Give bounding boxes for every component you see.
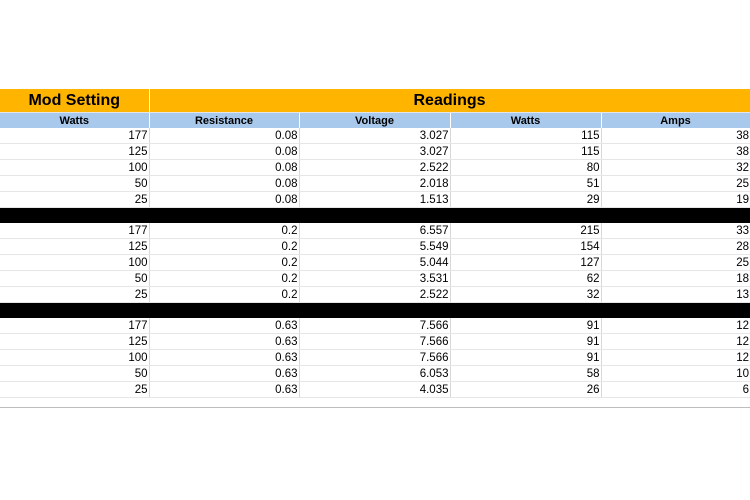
amps-cell[interactable]: 19: [601, 192, 750, 208]
resistance-cell[interactable]: 0.63: [149, 366, 299, 382]
amps-cell[interactable]: 25: [601, 255, 750, 271]
amps-cell[interactable]: 6: [601, 382, 750, 398]
resistance-cell[interactable]: 0.2: [149, 287, 299, 303]
table-row: [0, 255, 750, 271]
watts-cell[interactable]: 58: [450, 366, 601, 382]
mod-watts-cell[interactable]: 50: [0, 366, 149, 382]
mod-watts-cell[interactable]: 125: [0, 144, 149, 160]
amps-cell[interactable]: 12: [601, 334, 750, 350]
amps-cell[interactable]: 25: [601, 176, 750, 192]
table-row: [0, 192, 750, 208]
mod-watts-cell[interactable]: 50: [0, 271, 149, 287]
voltage-cell[interactable]: 4.035: [299, 382, 450, 398]
group-separator-row: [0, 303, 750, 319]
mod-watts-cell[interactable]: 177: [0, 318, 149, 334]
amps-cell[interactable]: 12: [601, 350, 750, 366]
voltage-cell[interactable]: 6.557: [299, 223, 450, 239]
watts-cell[interactable]: 115: [450, 144, 601, 160]
resistance-cell[interactable]: 0.63: [149, 382, 299, 398]
resistance-cell[interactable]: 0.2: [149, 255, 299, 271]
resistance-cell[interactable]: 0.08: [149, 192, 299, 208]
banner-row: [0, 89, 750, 113]
bottom-border: [0, 407, 750, 408]
voltage-cell[interactable]: 7.566: [299, 318, 450, 334]
watts-cell[interactable]: 91: [450, 318, 601, 334]
mod-watts-cell[interactable]: 25: [0, 287, 149, 303]
table-row: [0, 128, 750, 144]
watts-cell[interactable]: 62: [450, 271, 601, 287]
voltage-cell[interactable]: 6.053: [299, 366, 450, 382]
resistance-cell[interactable]: 0.2: [149, 223, 299, 239]
column-header-watts-reading[interactable]: Watts: [450, 113, 601, 129]
table-row: [0, 350, 750, 366]
spreadsheet: [0, 89, 750, 398]
amps-cell[interactable]: 38: [601, 128, 750, 144]
mod-watts-cell[interactable]: 100: [0, 160, 149, 176]
separator-cell: [0, 303, 750, 319]
watts-cell[interactable]: 26: [450, 382, 601, 398]
voltage-cell[interactable]: 2.018: [299, 176, 450, 192]
table-row: [0, 318, 750, 334]
mod-watts-cell[interactable]: 177: [0, 128, 149, 144]
amps-cell[interactable]: 18: [601, 271, 750, 287]
column-header-row: [0, 113, 750, 129]
mod-watts-cell[interactable]: 25: [0, 382, 149, 398]
voltage-cell[interactable]: 7.566: [299, 334, 450, 350]
resistance-cell[interactable]: 0.63: [149, 318, 299, 334]
column-header-voltage[interactable]: Voltage: [299, 113, 450, 129]
table-row: [0, 366, 750, 382]
voltage-cell[interactable]: 7.566: [299, 350, 450, 366]
voltage-cell[interactable]: 5.549: [299, 239, 450, 255]
table-row: [0, 382, 750, 398]
table-row: [0, 271, 750, 287]
voltage-cell[interactable]: 2.522: [299, 160, 450, 176]
amps-cell[interactable]: 13: [601, 287, 750, 303]
mod-watts-cell[interactable]: 100: [0, 255, 149, 271]
mod-watts-cell[interactable]: 125: [0, 334, 149, 350]
amps-cell[interactable]: 33: [601, 223, 750, 239]
column-header-watts-setting[interactable]: Watts: [0, 113, 149, 129]
watts-cell[interactable]: 127: [450, 255, 601, 271]
table-row: [0, 287, 750, 303]
mod-watts-cell[interactable]: 125: [0, 239, 149, 255]
resistance-cell[interactable]: 0.08: [149, 176, 299, 192]
watts-cell[interactable]: 115: [450, 128, 601, 144]
resistance-cell[interactable]: 0.2: [149, 239, 299, 255]
column-header-amps[interactable]: Amps: [601, 113, 750, 129]
resistance-cell[interactable]: 0.63: [149, 334, 299, 350]
watts-cell[interactable]: 91: [450, 350, 601, 366]
table-row: [0, 223, 750, 239]
watts-cell[interactable]: 154: [450, 239, 601, 255]
table-row: [0, 239, 750, 255]
mod-watts-cell[interactable]: 25: [0, 192, 149, 208]
group-separator-row: [0, 208, 750, 224]
voltage-cell[interactable]: 3.027: [299, 144, 450, 160]
table-row: [0, 144, 750, 160]
amps-cell[interactable]: 10: [601, 366, 750, 382]
voltage-cell[interactable]: 3.531: [299, 271, 450, 287]
readings-header[interactable]: Readings: [149, 89, 750, 113]
voltage-cell[interactable]: 2.522: [299, 287, 450, 303]
amps-cell[interactable]: 12: [601, 318, 750, 334]
mod-watts-cell[interactable]: 50: [0, 176, 149, 192]
table-row: [0, 176, 750, 192]
voltage-cell[interactable]: 1.513: [299, 192, 450, 208]
voltage-cell[interactable]: 3.027: [299, 128, 450, 144]
separator-cell: [0, 208, 750, 224]
table-row: [0, 334, 750, 350]
readings-table: [0, 89, 750, 398]
resistance-cell[interactable]: 0.2: [149, 271, 299, 287]
resistance-cell[interactable]: 0.63: [149, 350, 299, 366]
resistance-cell[interactable]: 0.08: [149, 144, 299, 160]
mod-watts-cell[interactable]: 177: [0, 223, 149, 239]
watts-cell[interactable]: 80: [450, 160, 601, 176]
watts-cell[interactable]: 29: [450, 192, 601, 208]
resistance-cell[interactable]: 0.08: [149, 128, 299, 144]
column-header-resistance[interactable]: Resistance: [149, 113, 299, 129]
mod-watts-cell[interactable]: 100: [0, 350, 149, 366]
watts-cell[interactable]: 51: [450, 176, 601, 192]
amps-cell[interactable]: 32: [601, 160, 750, 176]
amps-cell[interactable]: 38: [601, 144, 750, 160]
amps-cell[interactable]: 28: [601, 239, 750, 255]
resistance-cell[interactable]: 0.08: [149, 160, 299, 176]
watts-cell[interactable]: 32: [450, 287, 601, 303]
watts-cell[interactable]: 91: [450, 334, 601, 350]
voltage-cell[interactable]: 5.044: [299, 255, 450, 271]
watts-cell[interactable]: 215: [450, 223, 601, 239]
mod-setting-header[interactable]: Mod Setting: [0, 89, 149, 113]
table-row: [0, 160, 750, 176]
